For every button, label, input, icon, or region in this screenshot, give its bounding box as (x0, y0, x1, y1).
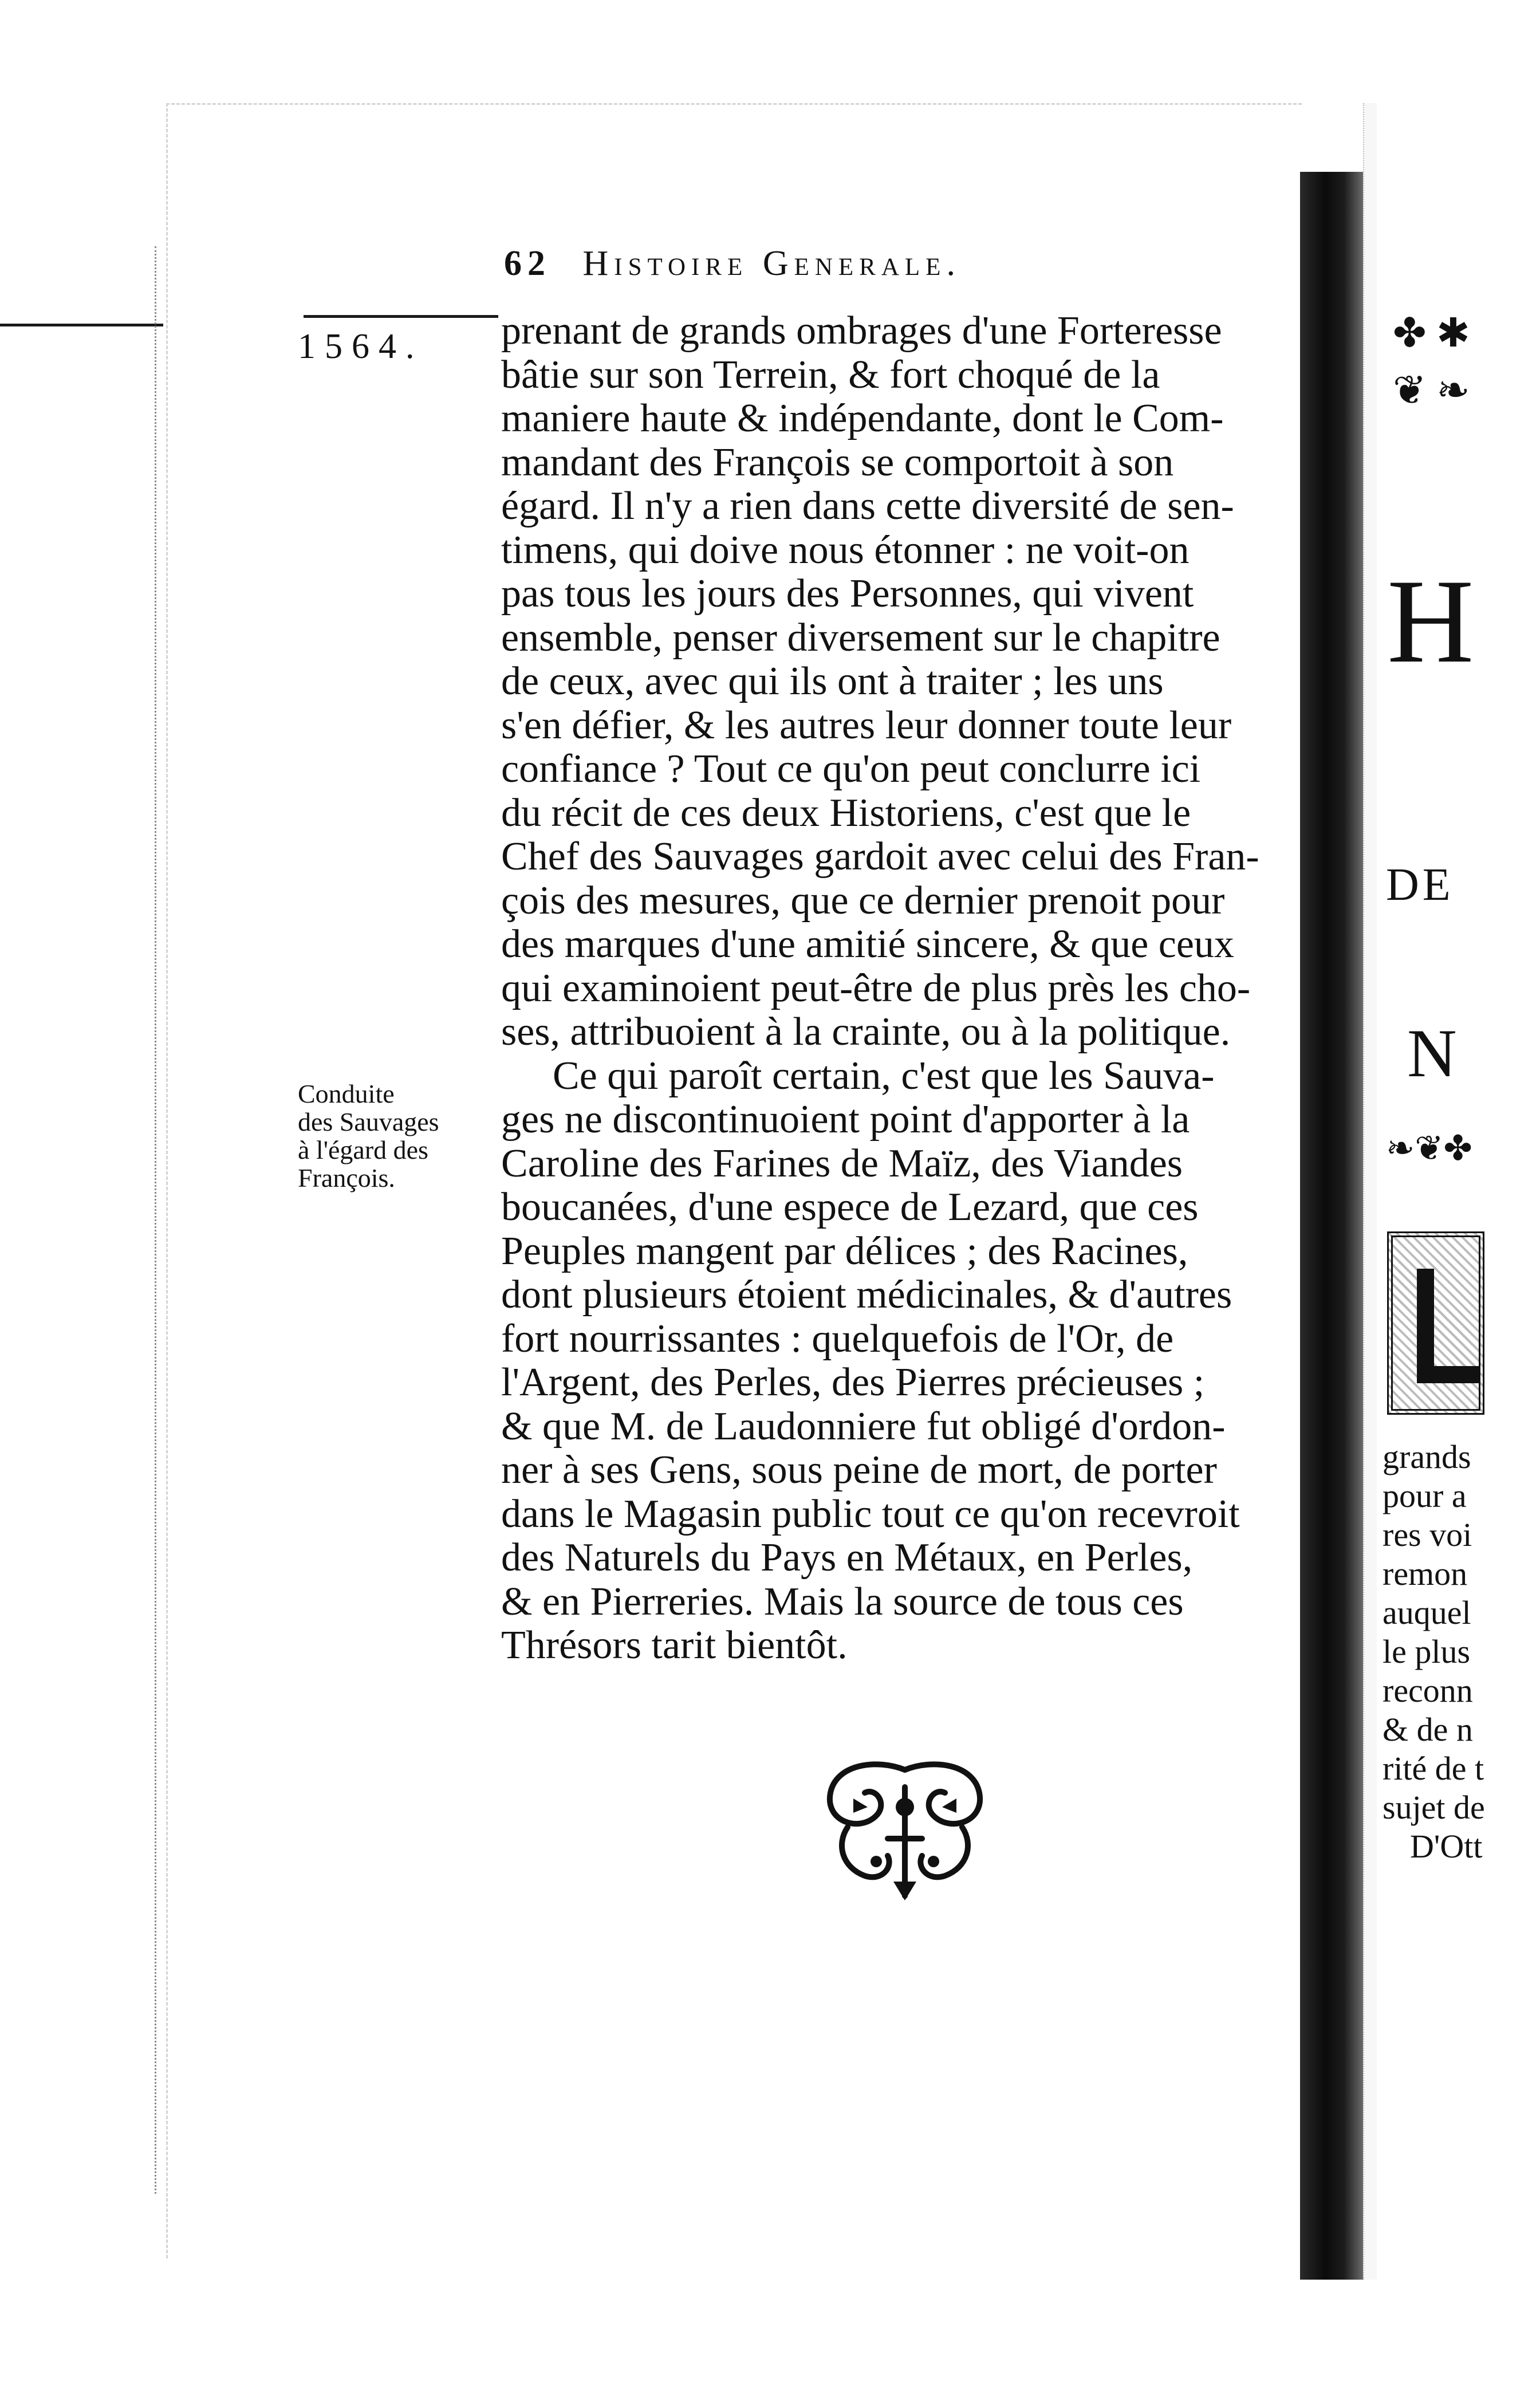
facing-page-letter: DE (1386, 860, 1454, 910)
text-line: Ce qui paroît certain, c'est que les Sauva- (553, 1053, 1215, 1098)
left-margin-marks (155, 246, 168, 2194)
facing-page-line: sujet de (1383, 1789, 1485, 1826)
tailpiece-ornament (813, 1753, 997, 1902)
facing-page-letter: H (1387, 555, 1474, 688)
text-line: bâtie sur son Terrein, & fort choqué de la (501, 352, 1160, 397)
text-line: dont plusieurs étoient médicinales, & d'autres (501, 1273, 1232, 1317)
text-line: des marques d'une amitié sincere, & que ceux (501, 922, 1234, 966)
text-line: Thrésors tarit bientôt. (501, 1623, 848, 1667)
facing-page-line: remon (1383, 1555, 1468, 1592)
binding-rule (0, 324, 163, 326)
text-line: des Naturels du Pays en Métaux, en Perles, (501, 1536, 1193, 1580)
text-line: mandant des François se comportoit à son (501, 440, 1174, 485)
text-line: & que M. de Laudonniere fut obligé d'ordon- (501, 1404, 1226, 1449)
text-line: ner à ses Gens, sous peine de mort, de porter (501, 1448, 1217, 1492)
text-line: Caroline des Farines de Maïz, des Viandes (501, 1141, 1183, 1186)
side-note-line: Conduite (298, 1079, 395, 1108)
facing-page-line: le plus (1383, 1633, 1471, 1670)
book-gutter-shadow (1300, 172, 1363, 2280)
text-line: qui examinoient peut-être de plus près les cho- (501, 966, 1251, 1010)
text-line: Chef des Sauvages gardoit avec celui des Fran- (501, 835, 1259, 879)
facing-page-line: pour a (1383, 1477, 1467, 1514)
text-line: Peuples mangent par délices ; des Racines, (501, 1229, 1188, 1273)
facing-page-line: grands (1383, 1438, 1471, 1475)
facing-page-line: rité de t (1383, 1750, 1484, 1787)
text-line: & en Pierreries. Mais la source de tous ces (501, 1579, 1184, 1624)
margin-year: 1564. (298, 327, 424, 366)
running-title: Histoire Generale. (582, 244, 961, 283)
facing-page-letter: N (1407, 1015, 1457, 1091)
facing-page-line: D'Ott (1410, 1828, 1483, 1865)
decorated-initial (1387, 1231, 1484, 1415)
text-line: timens, qui doive nous étonner : ne voit-on (501, 528, 1190, 572)
facing-page-line: reconn (1383, 1672, 1473, 1709)
text-line: ses, attribuoient à la crainte, ou à la politique. (501, 1010, 1231, 1054)
text-line: boucanées, d'une espece de Lezard, que ces (501, 1185, 1199, 1229)
facing-page-line: & de n (1383, 1711, 1473, 1748)
text-line: ges ne discontinuoient point d'apporter à la (501, 1097, 1190, 1142)
side-note-line: des Sauvages (298, 1107, 439, 1136)
text-line: ensemble, penser diversement sur le chapitre (501, 615, 1220, 660)
text-line: fort nourrissantes : quelquefois de l'Or, de (501, 1316, 1174, 1361)
facing-page-line: auquel (1383, 1594, 1471, 1631)
side-note-line: à l'égard des (298, 1135, 428, 1164)
text-line: maniere haute & indépendante, dont le Com- (501, 396, 1224, 440)
ornament-rule-icon: ❧❦✤ (1386, 1130, 1472, 1167)
text-line: prenant de grands ombrages d'une Forteresse (501, 309, 1222, 353)
text-line: dans le Magasin public tout ce qu'on recevroit (501, 1491, 1240, 1536)
facing-page-line: res voi (1383, 1516, 1472, 1553)
fleuron-icon: ❦ ❧ (1393, 369, 1470, 413)
running-head (504, 243, 1306, 284)
text-line: du récit de ces deux Historiens, c'est que le (501, 790, 1191, 835)
page-number: 62 (504, 244, 551, 283)
text-line: pas tous les jours des Personnes, qui vivent (501, 572, 1194, 616)
body-text (501, 309, 1289, 1668)
facing-page-fragment (1376, 103, 1540, 2280)
head-rule (304, 315, 498, 318)
side-note (298, 1080, 504, 1192)
text-line: çois des mesures, que ce dernier prenoit pour (501, 878, 1225, 923)
side-note-line: François. (298, 1163, 395, 1193)
text-line: de ceux, avec qui ils ont à traiter ; les uns (501, 659, 1164, 703)
text-line: confiance ? Tout ce qu'on peut conclurre ici (501, 747, 1201, 791)
fleuron-icon: ✤ ✱ (1393, 312, 1470, 356)
text-line: s'en défier, & les autres leur donner toute leur (501, 703, 1232, 747)
text-line: égard. Il n'y a rien dans cette diversité de sen- (501, 484, 1234, 528)
text-line: l'Argent, des Perles, des Pierres précieuses ; (501, 1360, 1205, 1404)
gutter-gap (1363, 103, 1377, 2280)
